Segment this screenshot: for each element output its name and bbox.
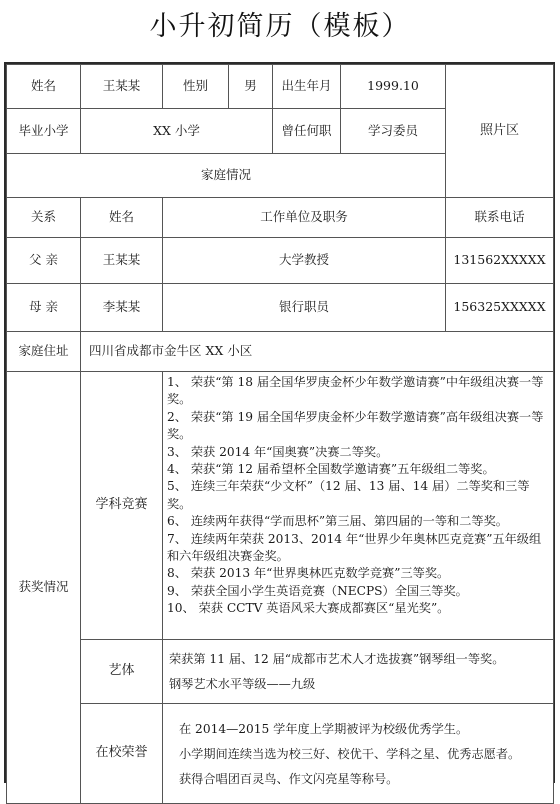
competition-item: 1、 荣获“第 18 届全国华罗庚金杯少年数学邀请赛”中年级组决赛一等奖。 — [167, 375, 544, 407]
father-job: 大学教授 — [163, 238, 446, 284]
mother-name: 李某某 — [81, 284, 163, 332]
resume-table-frame — [4, 62, 555, 786]
competition-item: 5、 连续三年荣获“少文杯”（12 届、13 届、14 届）二等奖和三等奖。 — [167, 479, 530, 511]
honor-cell — [163, 704, 554, 804]
father-name: 王某某 — [81, 238, 163, 284]
birth-value: 1999.10 — [341, 65, 446, 109]
art-item: 钢琴艺术水平等级——九级 — [169, 677, 316, 691]
resume-table — [6, 64, 554, 804]
awards-label: 获奖情况 — [7, 372, 81, 804]
honor-item: 小学期间连续当选为校三好、校优干、学科之星、优秀志愿者。 — [179, 746, 521, 761]
header-job: 工作单位及职务 — [163, 198, 446, 238]
competition-item: 10、 荣获 CCTV 英语风采大赛成都赛区“星光奖”。 — [167, 601, 450, 616]
honor-label: 在校荣誉 — [81, 704, 163, 804]
competition-cell — [163, 372, 554, 640]
art-label: 艺体 — [81, 640, 163, 704]
competition-item: 3、 荣获 2014 年“国奥赛”决赛二等奖。 — [167, 444, 389, 459]
mother-phone: 156325XXXXX — [446, 284, 554, 332]
competition-item: 7、 连续两年荣获 2013、2014 年“世界少年奥林匹克竞赛”五年级组和六年级组决赛金奖。 — [167, 531, 542, 564]
father-phone: 131562XXXXX — [446, 238, 554, 284]
name-value: 王某某 — [81, 65, 163, 109]
competition-item: 9、 荣获全国小学生英语竞赛（NECPS）全国三等奖。 — [167, 583, 468, 598]
gender-value: 男 — [229, 65, 273, 109]
art-cell — [163, 640, 554, 704]
competition-list — [163, 372, 553, 620]
photo-area: 照片区 — [446, 65, 554, 198]
post-label: 曾任何职 — [273, 109, 341, 154]
art-item: 荣获第 11 届、12 届“成都市艺术人才选拔赛”钢琴组一等奖。 — [169, 652, 505, 666]
competition-item: 4、 荣获“第 12 届希望杯全国数学邀请赛”五年级组二等奖。 — [167, 462, 495, 477]
header-phone: 联系电话 — [446, 198, 554, 238]
mother-job: 银行职员 — [163, 284, 446, 332]
page-title: 小升初简历（模板） — [149, 11, 411, 42]
mother-relation: 母 亲 — [7, 284, 81, 332]
header-relation: 关系 — [7, 198, 81, 238]
school-label: 毕业小学 — [7, 109, 81, 154]
address-value: 四川省成都市金牛区 XX 小区 — [81, 332, 554, 372]
header-name: 姓名 — [81, 198, 163, 238]
birth-label: 出生年月 — [273, 65, 341, 109]
competition-item: 6、 连续两年获得“学而思杯”第三届、第四届的一等和二等奖。 — [167, 514, 508, 529]
competition-label: 学科竞赛 — [81, 372, 163, 640]
competition-item: 8、 荣获 2013 年“世界奥林匹克数学竞赛”三等奖。 — [167, 566, 450, 581]
post-value: 学习委员 — [341, 109, 446, 154]
name-label: 姓名 — [7, 65, 81, 109]
father-relation: 父 亲 — [7, 238, 81, 284]
family-section-title: 家庭情况 — [7, 154, 446, 198]
gender-label: 性别 — [163, 65, 229, 109]
school-value: XX 小学 — [81, 109, 273, 154]
competition-item: 2、 荣获“第 19 届全国华罗庚金杯少年数学邀请赛”高年级组决赛一等奖。 — [167, 409, 544, 442]
honor-item: 在 2014—2015 学年度上学期被评为校级优秀学生。 — [179, 721, 469, 736]
honor-item: 获得合唱团百灵鸟、作文闪亮星等称号。 — [179, 771, 399, 786]
address-label: 家庭住址 — [7, 332, 81, 372]
